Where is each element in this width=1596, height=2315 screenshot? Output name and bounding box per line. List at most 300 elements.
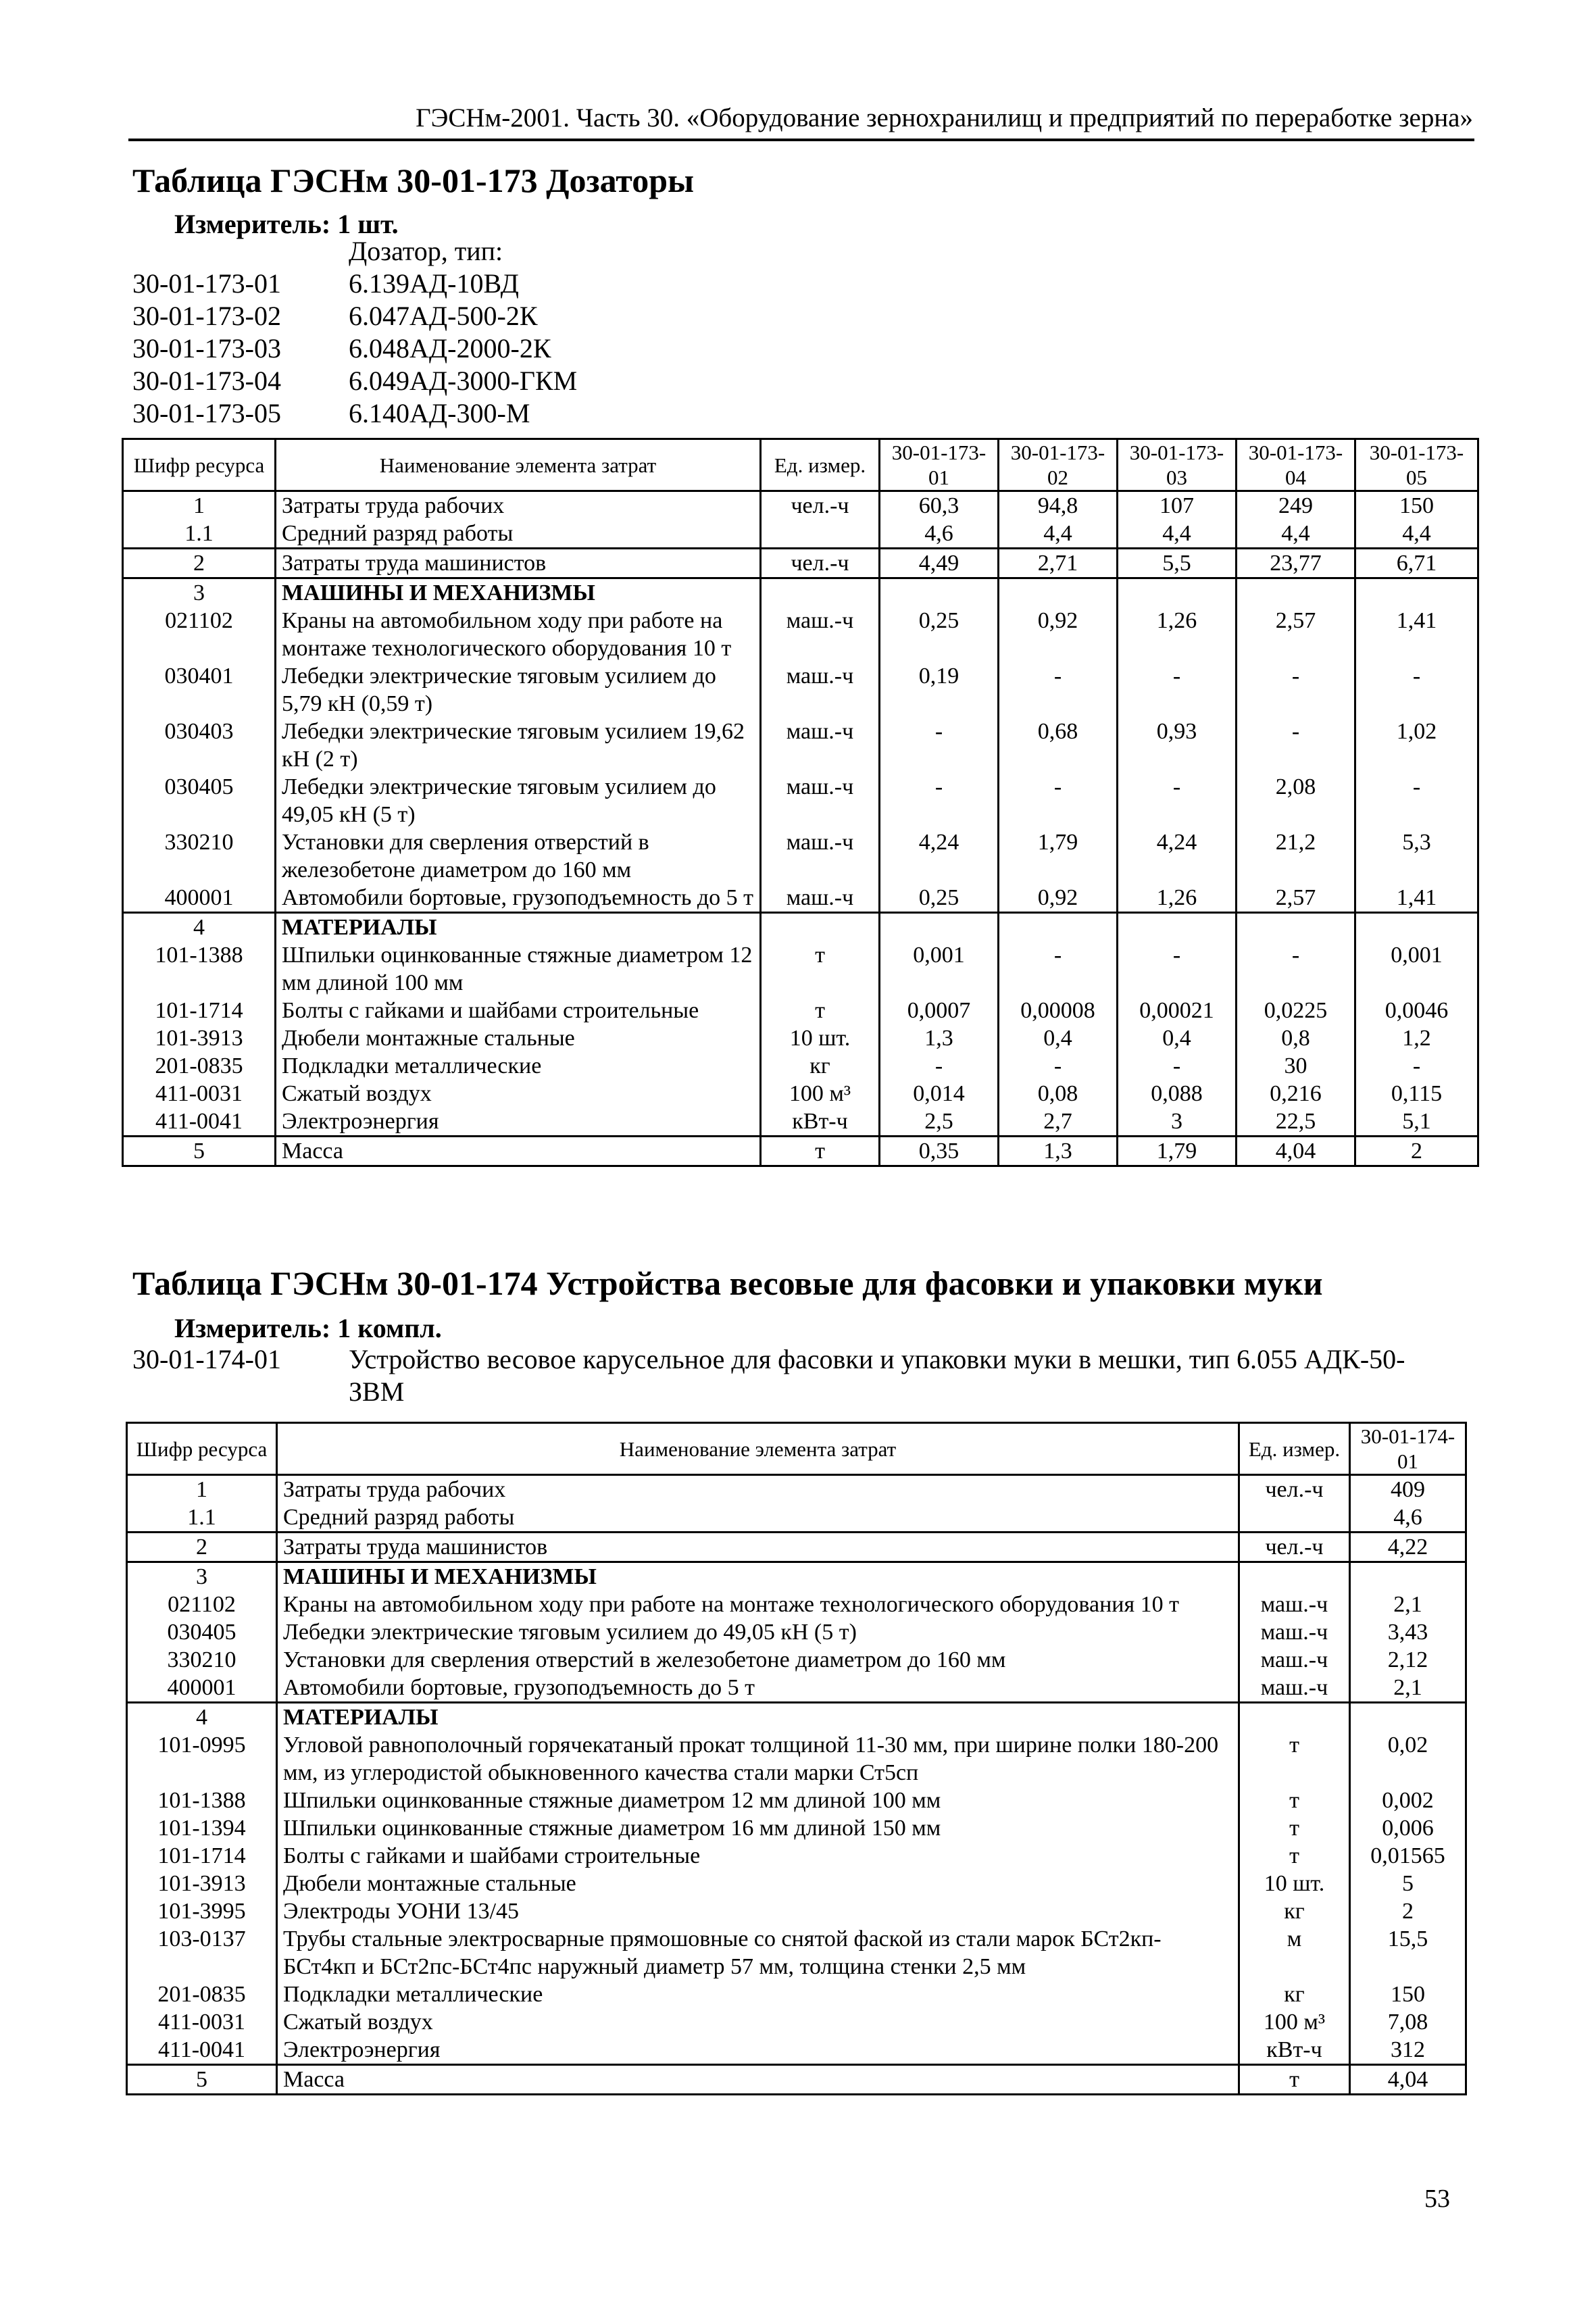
- variant-heading: [349, 235, 503, 267]
- resource-code: 411-0041: [127, 2036, 277, 2065]
- value-cell: -: [999, 941, 1118, 997]
- unit-cell: т: [1239, 2065, 1350, 2095]
- unit-cell: т: [1239, 1787, 1350, 1814]
- resource-code: 101-3913: [127, 1870, 277, 1897]
- resource-code: 101-1394: [127, 1814, 277, 1842]
- variant-code: 30-01-173-03: [132, 333, 281, 364]
- table2-variant-desc-cont: ЗВМ: [349, 1376, 405, 1407]
- cost-element-name: Шпильки оцинкованные стяжные диаметром 12 мм длиной 100 мм: [276, 941, 761, 997]
- resource-code: 1: [127, 1475, 277, 1504]
- value-cell: 2,71: [999, 549, 1118, 578]
- cost-element-name: Затраты труда машинистов: [277, 1533, 1239, 1562]
- unit-cell: 10 шт.: [761, 1024, 880, 1052]
- unit-cell: т: [761, 997, 880, 1024]
- value-cell: 4,4: [1118, 520, 1237, 549]
- value-cell: 4,4: [1237, 520, 1355, 549]
- table-row: [127, 2036, 1466, 2065]
- value-cell: -: [880, 718, 999, 773]
- unit-cell: [761, 520, 880, 549]
- resource-code: 021102: [123, 607, 276, 662]
- cost-element-name: Дюбели монтажные стальные: [276, 1024, 761, 1052]
- table2-variant-code: 30-01-174-01: [132, 1344, 281, 1374]
- value-cell: 60,3: [880, 491, 999, 520]
- cost-element-name: Краны на автомобильном ходу при работе на монтаже технологического оборудования 10 т: [277, 1591, 1239, 1618]
- resource-code: 1: [123, 491, 276, 520]
- cost-element-name: Затраты труда рабочих: [276, 491, 761, 520]
- value-cell: 0,92: [999, 607, 1118, 662]
- value-cell: 0,216: [1237, 1080, 1355, 1107]
- cost-element-name: МАТЕРИАЛЫ: [276, 913, 761, 942]
- table-row: [123, 941, 1478, 997]
- table-row: [127, 1870, 1466, 1897]
- value-cell: [1355, 913, 1478, 942]
- unit-cell: маш.-ч: [1239, 1646, 1350, 1674]
- cost-element-name: Масса: [276, 1137, 761, 1166]
- table-row: [123, 913, 1478, 942]
- value-cell: 5,5: [1118, 549, 1237, 578]
- cost-element-name: Подкладки металлические: [276, 1052, 761, 1080]
- unit-cell: маш.-ч: [761, 884, 880, 913]
- table-row: [123, 997, 1478, 1024]
- value-cell: 2: [1355, 1137, 1478, 1166]
- col-header-variant: 30-01-173-03: [1118, 439, 1237, 491]
- value-cell: 0,25: [880, 884, 999, 913]
- unit-cell: т: [1239, 1731, 1350, 1787]
- resource-code: 101-1388: [127, 1787, 277, 1814]
- unit-cell: маш.-ч: [1239, 1591, 1350, 1618]
- table2-norms: [126, 1422, 1467, 2095]
- value-cell: 0,19: [880, 662, 999, 718]
- value-cell: 2,7: [999, 1107, 1118, 1137]
- value-cell: 23,77: [1237, 549, 1355, 578]
- unit-cell: кВт-ч: [1239, 2036, 1350, 2065]
- value-cell: 1,79: [999, 828, 1118, 884]
- col-header-name: Наименование элемента затрат: [276, 439, 761, 491]
- value-cell: -: [880, 1052, 999, 1080]
- unit-cell: т: [761, 1137, 880, 1166]
- value-cell: 4,4: [999, 520, 1118, 549]
- resource-code: 2: [127, 1533, 277, 1562]
- unit-cell: чел.-ч: [761, 491, 880, 520]
- value-cell: 2,12: [1350, 1646, 1466, 1674]
- value-cell: [1350, 1703, 1466, 1732]
- resource-code: 1.1: [123, 520, 276, 549]
- cost-element-name: Дюбели монтажные стальные: [277, 1870, 1239, 1897]
- value-cell: -: [1118, 662, 1237, 718]
- value-cell: 0,68: [999, 718, 1118, 773]
- cost-element-name: Болты с гайками и шайбами строительные: [277, 1842, 1239, 1870]
- table1-body: [123, 491, 1478, 1166]
- value-cell: 0,0007: [880, 997, 999, 1024]
- cost-element-name: Угловой равнополочный горячекатаный прокат толщиной 11-30 мм, при ширине полки 180-200 мм, из углеродистой обыкновенного качества стали марки Ст5сп: [277, 1731, 1239, 1787]
- col-header-unit: Ед. измер.: [1239, 1423, 1350, 1475]
- value-cell: 4,04: [1237, 1137, 1355, 1166]
- cost-element-name: МАШИНЫ И МЕХАНИЗМЫ: [276, 578, 761, 607]
- table-row: [127, 1731, 1466, 1787]
- resource-code: 330210: [123, 828, 276, 884]
- cost-element-name: Установки для сверления отверстий в железобетоне диаметром до 160 мм: [277, 1646, 1239, 1674]
- value-cell: 1,3: [880, 1024, 999, 1052]
- value-cell: 2,57: [1237, 607, 1355, 662]
- value-cell: 1,2: [1355, 1024, 1478, 1052]
- running-header: ГЭСНм-2001. Часть 30. «Оборудование зернохранилищ и предприятий по переработке зерна»: [416, 103, 1473, 132]
- cost-element-name: Подкладки металлические: [277, 1981, 1239, 2008]
- value-cell: [1118, 913, 1237, 942]
- value-cell: -: [1118, 773, 1237, 828]
- col-header-code: Шифр ресурса: [123, 439, 276, 491]
- cost-element-name: Сжатый воздух: [277, 2008, 1239, 2036]
- unit-cell: маш.-ч: [761, 828, 880, 884]
- resource-code: 101-3913: [123, 1024, 276, 1052]
- header-rule: [128, 139, 1474, 141]
- table-row: [127, 1897, 1466, 1925]
- unit-cell: [1239, 1562, 1350, 1591]
- resource-code: 330210: [127, 1646, 277, 1674]
- table-row: [123, 549, 1478, 578]
- table-row: [127, 1562, 1466, 1591]
- value-cell: 0,0046: [1355, 997, 1478, 1024]
- value-cell: 2,57: [1237, 884, 1355, 913]
- value-cell: 5,3: [1355, 828, 1478, 884]
- value-cell: 0,006: [1350, 1814, 1466, 1842]
- resource-code: 411-0031: [127, 2008, 277, 2036]
- cost-element-name: Лебедки электрические тяговым усилием до 49,05 кН (5 т): [277, 1618, 1239, 1646]
- resource-code: 400001: [127, 1674, 277, 1703]
- resource-code: 3: [127, 1562, 277, 1591]
- unit-cell: кВт-ч: [761, 1107, 880, 1137]
- resource-code: 400001: [123, 884, 276, 913]
- table-row: [127, 2008, 1466, 2036]
- resource-code: 5: [127, 2065, 277, 2095]
- value-cell: 1,26: [1118, 884, 1237, 913]
- value-cell: 0,00021: [1118, 997, 1237, 1024]
- col-header-variant: 30-01-174-01: [1350, 1423, 1466, 1475]
- value-cell: -: [1237, 662, 1355, 718]
- value-cell: [1350, 1562, 1466, 1591]
- table-row: [127, 1503, 1466, 1533]
- table-header-row: [127, 1423, 1466, 1475]
- resource-code: 101-3995: [127, 1897, 277, 1925]
- value-cell: 4,04: [1350, 2065, 1466, 2095]
- unit-cell: [761, 578, 880, 607]
- value-cell: 2,1: [1350, 1674, 1466, 1703]
- resource-code: 1.1: [127, 1503, 277, 1533]
- table-row: [127, 1618, 1466, 1646]
- resource-code: 101-0995: [127, 1731, 277, 1787]
- resource-code: 030405: [127, 1618, 277, 1646]
- unit-cell: т: [761, 941, 880, 997]
- value-cell: -: [999, 1052, 1118, 1080]
- value-cell: 0,001: [1355, 941, 1478, 997]
- table1-title: Таблица ГЭСНм 30-01-173 Дозаторы: [132, 161, 695, 199]
- unit-cell: кг: [761, 1052, 880, 1080]
- cost-element-name: Средний разряд работы: [277, 1503, 1239, 1533]
- value-cell: -: [1237, 941, 1355, 997]
- unit-cell: м: [1239, 1925, 1350, 1981]
- value-cell: 4,6: [880, 520, 999, 549]
- cost-element-name: Трубы стальные электросварные прямошовные со снятой фаской из стали марок БСт2кп-БСт4кп и БСт2пс-БСт4пс наружный диаметр 57 мм, толщина стенки 2,5 мм: [277, 1925, 1239, 1981]
- resource-code: 021102: [127, 1591, 277, 1618]
- resource-code: 030403: [123, 718, 276, 773]
- value-cell: 6,71: [1355, 549, 1478, 578]
- variant-code: 30-01-173-05: [132, 398, 281, 428]
- table-row: [127, 1787, 1466, 1814]
- value-cell: [880, 578, 999, 607]
- table-row: [127, 1591, 1466, 1618]
- resource-code: 030405: [123, 773, 276, 828]
- resource-code: 5: [123, 1137, 276, 1166]
- col-header-variant: 30-01-173-02: [999, 439, 1118, 491]
- value-cell: 15,5: [1350, 1925, 1466, 1981]
- value-cell: 1,3: [999, 1137, 1118, 1166]
- cost-element-name: Лебедки электрические тяговым усилием до 5,79 кН (0,59 т): [276, 662, 761, 718]
- value-cell: 0,115: [1355, 1080, 1478, 1107]
- value-cell: 0,92: [999, 884, 1118, 913]
- value-cell: 4,6: [1350, 1503, 1466, 1533]
- resource-code: 4: [127, 1703, 277, 1732]
- value-cell: 0,001: [880, 941, 999, 997]
- col-header-variant: 30-01-173-01: [880, 439, 999, 491]
- value-cell: 0,4: [999, 1024, 1118, 1052]
- cost-element-name: Автомобили бортовые, грузоподъемность до 5 т: [277, 1674, 1239, 1703]
- cost-element-name: Краны на автомобильном ходу при работе на монтаже технологического оборудования 10 т: [276, 607, 761, 662]
- table-row: [123, 718, 1478, 773]
- value-cell: 21,2: [1237, 828, 1355, 884]
- value-cell: 0,35: [880, 1137, 999, 1166]
- value-cell: -: [1237, 718, 1355, 773]
- value-cell: [880, 913, 999, 942]
- table-row: [123, 1080, 1478, 1107]
- variant-desc: 6.139АД-10ВД: [349, 268, 519, 299]
- table-row: [123, 607, 1478, 662]
- value-cell: 5: [1350, 1870, 1466, 1897]
- value-cell: 0,08: [999, 1080, 1118, 1107]
- resource-code: 101-1714: [127, 1842, 277, 1870]
- value-cell: -: [1355, 662, 1478, 718]
- unit-cell: маш.-ч: [1239, 1618, 1350, 1646]
- value-cell: 2,5: [880, 1107, 999, 1137]
- resource-code: 2: [123, 549, 276, 578]
- cost-element-name: Электроэнергия: [276, 1107, 761, 1137]
- value-cell: 2,08: [1237, 773, 1355, 828]
- value-cell: 1,41: [1355, 884, 1478, 913]
- value-cell: 5,1: [1355, 1107, 1478, 1137]
- unit-cell: маш.-ч: [761, 607, 880, 662]
- table-row: [123, 491, 1478, 520]
- cost-element-name: Электроды УОНИ 13/45: [277, 1897, 1239, 1925]
- cost-element-name: Затраты труда машинистов: [276, 549, 761, 578]
- table-row: [123, 773, 1478, 828]
- value-cell: 4,22: [1350, 1533, 1466, 1562]
- table2-body: [127, 1475, 1466, 2095]
- table-row: [123, 884, 1478, 913]
- resource-code: 4: [123, 913, 276, 942]
- table-row: [127, 1814, 1466, 1842]
- value-cell: [1237, 913, 1355, 942]
- value-cell: 0,014: [880, 1080, 999, 1107]
- value-cell: [999, 578, 1118, 607]
- table-row: [127, 1533, 1466, 1562]
- resource-code: 201-0835: [123, 1052, 276, 1080]
- value-cell: -: [1355, 1052, 1478, 1080]
- unit-cell: [1239, 1503, 1350, 1533]
- value-cell: 150: [1355, 491, 1478, 520]
- col-header-variant: 30-01-173-05: [1355, 439, 1478, 491]
- value-cell: 4,49: [880, 549, 999, 578]
- table-header-row: [123, 439, 1478, 491]
- page-number: 53: [1424, 2185, 1450, 2213]
- resource-code: 3: [123, 578, 276, 607]
- value-cell: 0,25: [880, 607, 999, 662]
- cost-element-name: Затраты труда рабочих: [277, 1475, 1239, 1504]
- table-row: [127, 1703, 1466, 1732]
- value-cell: 0,00008: [999, 997, 1118, 1024]
- variant-desc: 6.140АД-300-М: [349, 398, 530, 428]
- variant-heading-text: Дозатор, тип:: [349, 236, 503, 266]
- unit-cell: 100 м³: [1239, 2008, 1350, 2036]
- unit-cell: [1239, 1703, 1350, 1732]
- value-cell: 249: [1237, 491, 1355, 520]
- value-cell: 0,02: [1350, 1731, 1466, 1787]
- value-cell: 0,088: [1118, 1080, 1237, 1107]
- table-row: [127, 2065, 1466, 2095]
- value-cell: 0,002: [1350, 1787, 1466, 1814]
- table2-title: Таблица ГЭСНм 30-01-174 Устройства весовые для фасовки и упаковки муки: [132, 1264, 1323, 1302]
- value-cell: 0,01565: [1350, 1842, 1466, 1870]
- value-cell: -: [999, 662, 1118, 718]
- unit-cell: 100 м³: [761, 1080, 880, 1107]
- cost-element-name: Шпильки оцинкованные стяжные диаметром 12 мм длиной 100 мм: [277, 1787, 1239, 1814]
- table-row: [123, 1137, 1478, 1166]
- cost-element-name: Электроэнергия: [277, 2036, 1239, 2065]
- cost-element-name: МАШИНЫ И МЕХАНИЗМЫ: [277, 1562, 1239, 1591]
- resource-code: 411-0041: [123, 1107, 276, 1137]
- value-cell: 0,4: [1118, 1024, 1237, 1052]
- unit-cell: т: [1239, 1814, 1350, 1842]
- value-cell: -: [999, 773, 1118, 828]
- resource-code: 030401: [123, 662, 276, 718]
- col-header-unit: Ед. измер.: [761, 439, 880, 491]
- value-cell: 1,26: [1118, 607, 1237, 662]
- variant-code: 30-01-173-01: [132, 268, 281, 299]
- cost-element-name: МАТЕРИАЛЫ: [277, 1703, 1239, 1732]
- value-cell: [1118, 578, 1237, 607]
- unit-cell: кг: [1239, 1981, 1350, 2008]
- unit-cell: маш.-ч: [761, 718, 880, 773]
- table-row: [127, 1674, 1466, 1703]
- resource-code: 101-1388: [123, 941, 276, 997]
- col-header-variant: 30-01-173-04: [1237, 439, 1355, 491]
- value-cell: 2,1: [1350, 1591, 1466, 1618]
- value-cell: -: [1355, 773, 1478, 828]
- table-row: [127, 1475, 1466, 1504]
- resource-code: 201-0835: [127, 1981, 277, 2008]
- table-row: [123, 1052, 1478, 1080]
- unit-cell: маш.-ч: [761, 773, 880, 828]
- cost-element-name: Сжатый воздух: [276, 1080, 761, 1107]
- unit-cell: чел.-ч: [1239, 1475, 1350, 1504]
- table-row: [123, 662, 1478, 718]
- cost-element-name: Лебедки электрические тяговым усилием до 49,05 кН (5 т): [276, 773, 761, 828]
- cost-element-name: Установки для сверления отверстий в железобетоне диаметром до 160 мм: [276, 828, 761, 884]
- col-header-code: Шифр ресурса: [127, 1423, 277, 1475]
- variant-desc: 6.049АД-3000-ГКМ: [349, 366, 578, 396]
- table-row: [127, 1925, 1466, 1981]
- resource-code: 411-0031: [123, 1080, 276, 1107]
- cost-element-name: Масса: [277, 2065, 1239, 2095]
- value-cell: 312: [1350, 2036, 1466, 2065]
- value-cell: 3,43: [1350, 1618, 1466, 1646]
- value-cell: 4,24: [1118, 828, 1237, 884]
- variant-code: 30-01-173-02: [132, 301, 281, 331]
- unit-cell: 10 шт.: [1239, 1870, 1350, 1897]
- resource-code: 103-0137: [127, 1925, 277, 1981]
- value-cell: 107: [1118, 491, 1237, 520]
- unit-cell: чел.-ч: [1239, 1533, 1350, 1562]
- table1-norms: [122, 438, 1479, 1167]
- value-cell: 94,8: [999, 491, 1118, 520]
- unit-cell: маш.-ч: [1239, 1674, 1350, 1703]
- value-cell: -: [880, 773, 999, 828]
- cost-element-name: Средний разряд работы: [276, 520, 761, 549]
- value-cell: 0,93: [1118, 718, 1237, 773]
- value-cell: 1,02: [1355, 718, 1478, 773]
- value-cell: 22,5: [1237, 1107, 1355, 1137]
- unit-cell: [761, 913, 880, 942]
- variant-desc: 6.047АД-500-2К: [349, 301, 538, 331]
- col-header-name: Наименование элемента затрат: [277, 1423, 1239, 1475]
- value-cell: [999, 913, 1118, 942]
- value-cell: 150: [1350, 1981, 1466, 2008]
- value-cell: [1237, 578, 1355, 607]
- table-row: [123, 1024, 1478, 1052]
- unit-cell: маш.-ч: [761, 662, 880, 718]
- value-cell: 2: [1350, 1897, 1466, 1925]
- value-cell: -: [1118, 941, 1237, 997]
- cost-element-name: Лебедки электрические тяговым усилием 19,62 кН (2 т): [276, 718, 761, 773]
- resource-code: 101-1714: [123, 997, 276, 1024]
- value-cell: 1,79: [1118, 1137, 1237, 1166]
- table-row: [123, 578, 1478, 607]
- value-cell: 0,0225: [1237, 997, 1355, 1024]
- variant-code: 30-01-173-04: [132, 366, 281, 396]
- unit-cell: т: [1239, 1842, 1350, 1870]
- cost-element-name: Автомобили бортовые, грузоподъемность до 5 т: [276, 884, 761, 913]
- table-row: [123, 1107, 1478, 1137]
- cost-element-name: Болты с гайками и шайбами строительные: [276, 997, 761, 1024]
- value-cell: 4,24: [880, 828, 999, 884]
- value-cell: [1355, 578, 1478, 607]
- value-cell: 3: [1118, 1107, 1237, 1137]
- value-cell: 30: [1237, 1052, 1355, 1080]
- value-cell: 1,41: [1355, 607, 1478, 662]
- value-cell: 409: [1350, 1475, 1466, 1504]
- table-row: [127, 1981, 1466, 2008]
- table-row: [127, 1842, 1466, 1870]
- value-cell: 7,08: [1350, 2008, 1466, 2036]
- cost-element-name: Шпильки оцинкованные стяжные диаметром 16 мм длиной 150 мм: [277, 1814, 1239, 1842]
- value-cell: -: [1118, 1052, 1237, 1080]
- value-cell: 4,4: [1355, 520, 1478, 549]
- table-row: [127, 1646, 1466, 1674]
- table1-unit: Измеритель: 1 шт.: [174, 209, 399, 239]
- unit-cell: кг: [1239, 1897, 1350, 1925]
- unit-cell: чел.-ч: [761, 549, 880, 578]
- value-cell: 0,8: [1237, 1024, 1355, 1052]
- variant-desc: 6.048АД-2000-2К: [349, 333, 551, 364]
- table-row: [123, 520, 1478, 549]
- table2-unit: Измеритель: 1 компл.: [174, 1313, 442, 1343]
